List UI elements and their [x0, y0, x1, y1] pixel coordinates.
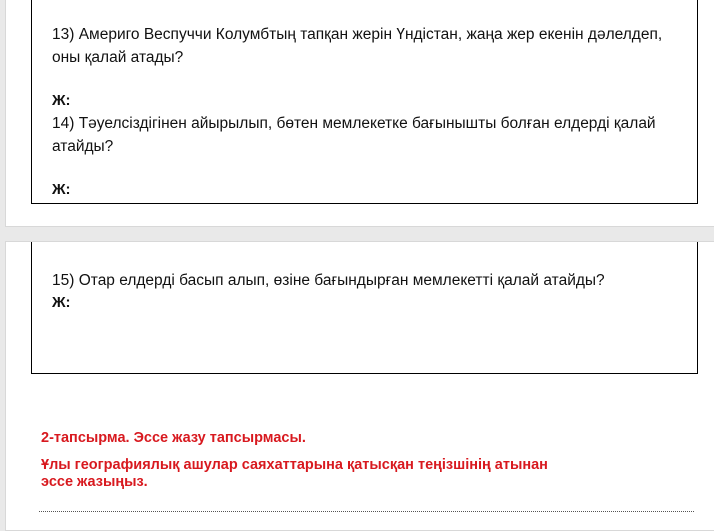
worksheet-page-top — [5, 0, 714, 227]
task2-title: 2-тапсырма. Эссе жазу тапсырмасы. — [41, 430, 306, 446]
question-15-text: 15) Отар елдерді басып алып, өзіне бағындырған мемлекетті қалай атайды? — [52, 272, 605, 289]
question-13-text: 13) Америго Веспуччи Колумбтың тапқан жерін Үндістан, жаңа жер екенін дәлелдеп, оны қалай атады? — [52, 26, 663, 66]
task2-prompt: Ұлы географиялық ашулар саяхаттарына қатысқан теңізшінің атынан эссе жазыңыз. — [41, 457, 548, 490]
answer-label-14: Ж: — [52, 181, 71, 198]
questions-box-top — [31, 0, 698, 204]
dotted-answer-line — [39, 511, 694, 512]
answer-label-15: Ж: — [52, 294, 71, 311]
answer-label-13: Ж: — [52, 92, 71, 109]
question-14-text: 14) Тәуелсіздігінен айырылып, бөтен мемлекетке бағынышты болған елдерді қалай атайды? — [52, 115, 656, 155]
worksheet-page-bottom — [5, 241, 714, 531]
questions-box-bottom — [31, 242, 698, 374]
